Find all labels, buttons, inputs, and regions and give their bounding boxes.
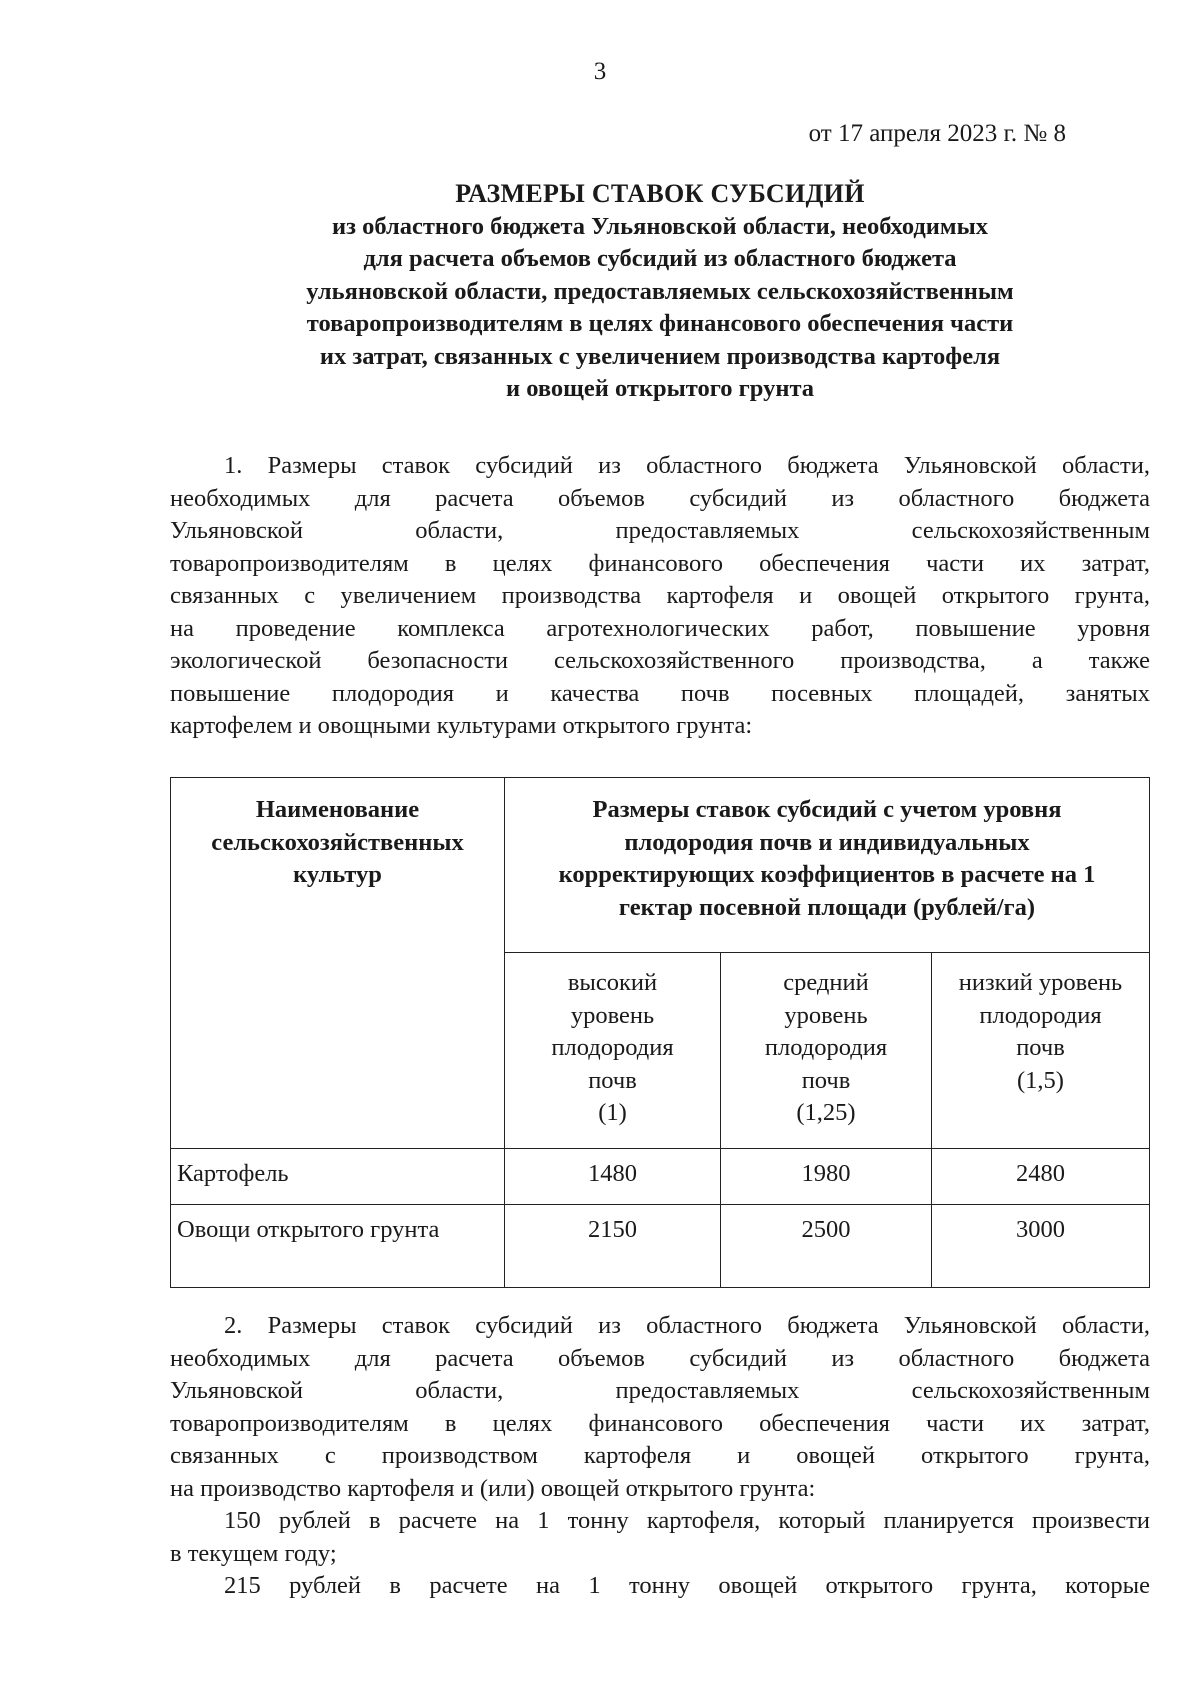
header-line: гектар посевной площади (рублей/га) [618, 893, 1036, 921]
paragraph-line: экологической безопасности сельскохозяйственного производства, а также [170, 647, 1150, 674]
crop-name-cell: Овощи открытого грунта [171, 1205, 505, 1288]
paragraph-line: на производство картофеля и (или) овощей открытого грунта: [170, 1474, 816, 1502]
rate-cell: 2500 [721, 1205, 932, 1288]
paragraph-line: товаропроизводителям в целях финансового обеспечения части их затрат, [170, 1409, 1150, 1437]
paragraph-line: необходимых для расчета объемов субсидий из областного бюджета [170, 484, 1150, 512]
paragraph-2 [170, 1310, 1150, 1603]
paragraph-1 [170, 450, 1150, 743]
paragraph-line: 215 рублей в расчете на 1 тонну овощей открытого грунта, которые [224, 1572, 1150, 1599]
header-line: Наименование [255, 796, 420, 823]
rate-cell: 1980 [721, 1149, 932, 1205]
paragraph-line: связанных с производством картофеля и овощей открытого грунта, [170, 1442, 1150, 1469]
rate-cell: 2150 [505, 1205, 721, 1288]
title-main: РАЗМЕРЫ СТАВОК СУБСИДИЙ [455, 179, 865, 208]
header-line: плодородия [551, 1034, 674, 1061]
header-line: уровень [570, 1001, 655, 1029]
paragraph-line: Ульяновской области, предоставляемых сельскохозяйственным [170, 517, 1150, 544]
medium-fertility-header [721, 953, 932, 1149]
crop-name-cell: Картофель [171, 1149, 505, 1205]
header-line: плодородия [764, 1034, 888, 1061]
header-line: уровень [784, 1001, 868, 1029]
paragraph-line: картофелем и овощными культурами открытого грунта: [170, 712, 753, 739]
header-line: почв [1016, 1034, 1065, 1061]
title-line: товаропроизводителям в целях финансового обеспечения части [306, 310, 1014, 337]
subsidy-rates-table [170, 777, 1150, 1288]
header-line: средний [783, 969, 869, 996]
header-line: сельскохозяйственных [211, 828, 464, 856]
header-line: почв [588, 1066, 637, 1094]
rates-group-header [505, 778, 1150, 953]
title-line: из областного бюджета Ульяновской области, необходимых [332, 212, 988, 240]
header-line: культур [293, 861, 382, 888]
header-line: плодородия почв и индивидуальных [624, 828, 1030, 856]
paragraph-line: 2. Размеры ставок субсидий из областного бюджета Ульяновской области, [224, 1312, 1150, 1339]
paragraph-line: на проведение комплекса агротехнологических работ, повышение уровня [170, 614, 1150, 642]
paragraph-line: в текущем году; [170, 1539, 337, 1567]
paragraph-line: необходимых для расчета объемов субсидий из областного бюджета [170, 1344, 1150, 1372]
title-line: для расчета объемов субсидий из областного бюджета [363, 245, 957, 272]
header-line: плодородия [979, 1001, 1102, 1029]
header-line: Размеры ставок субсидий с учетом уровня [592, 796, 1062, 823]
header-line: почв [801, 1066, 851, 1094]
paragraph-line: 150 рублей в расчете на 1 тонну картофеля, который планируется произвести [224, 1507, 1150, 1534]
table-row [171, 1149, 1150, 1205]
paragraph-line: связанных с увеличением производства картофеля и овощей открытого грунта, [170, 582, 1150, 609]
title-line: ульяновской области, предоставляемых сельскохозяйственным [306, 277, 1014, 305]
page-number: 3 [593, 58, 607, 85]
rate-cell: 2480 [932, 1149, 1150, 1205]
table-row [171, 1205, 1150, 1288]
low-fertility-header [932, 953, 1150, 1149]
crop-name-header [171, 778, 505, 1149]
paragraph-line: Ульяновской области, предоставляемых сельскохозяйственным [170, 1377, 1150, 1404]
document-title [170, 178, 1150, 406]
paragraph-line: повышение плодородия и качества почв посевных площадей, занятых [170, 679, 1150, 707]
header-line: высокий [567, 969, 658, 996]
title-line: и овощей открытого грунта [505, 375, 815, 402]
header-line: низкий уровень [958, 969, 1123, 996]
paragraph-line: товаропроизводителям в целях финансового обеспечения части их затрат, [170, 549, 1150, 577]
header-line: (1) [598, 1099, 627, 1126]
rate-cell: 1480 [505, 1149, 721, 1205]
rate-cell: 3000 [932, 1205, 1150, 1288]
header-line: (1,5) [1017, 1066, 1064, 1094]
high-fertility-header [505, 953, 721, 1149]
header-line: корректирующих коэффициентов в расчете на 1 [558, 861, 1096, 888]
header-line: (1,25) [796, 1099, 856, 1126]
document-date: от 17 апреля 2023 г. № 8 [808, 120, 1066, 147]
title-line: их затрат, связанных с увеличением производства картофеля [319, 342, 1001, 370]
paragraph-line: 1. Размеры ставок субсидий из областного бюджета Ульяновской области, [224, 452, 1150, 479]
